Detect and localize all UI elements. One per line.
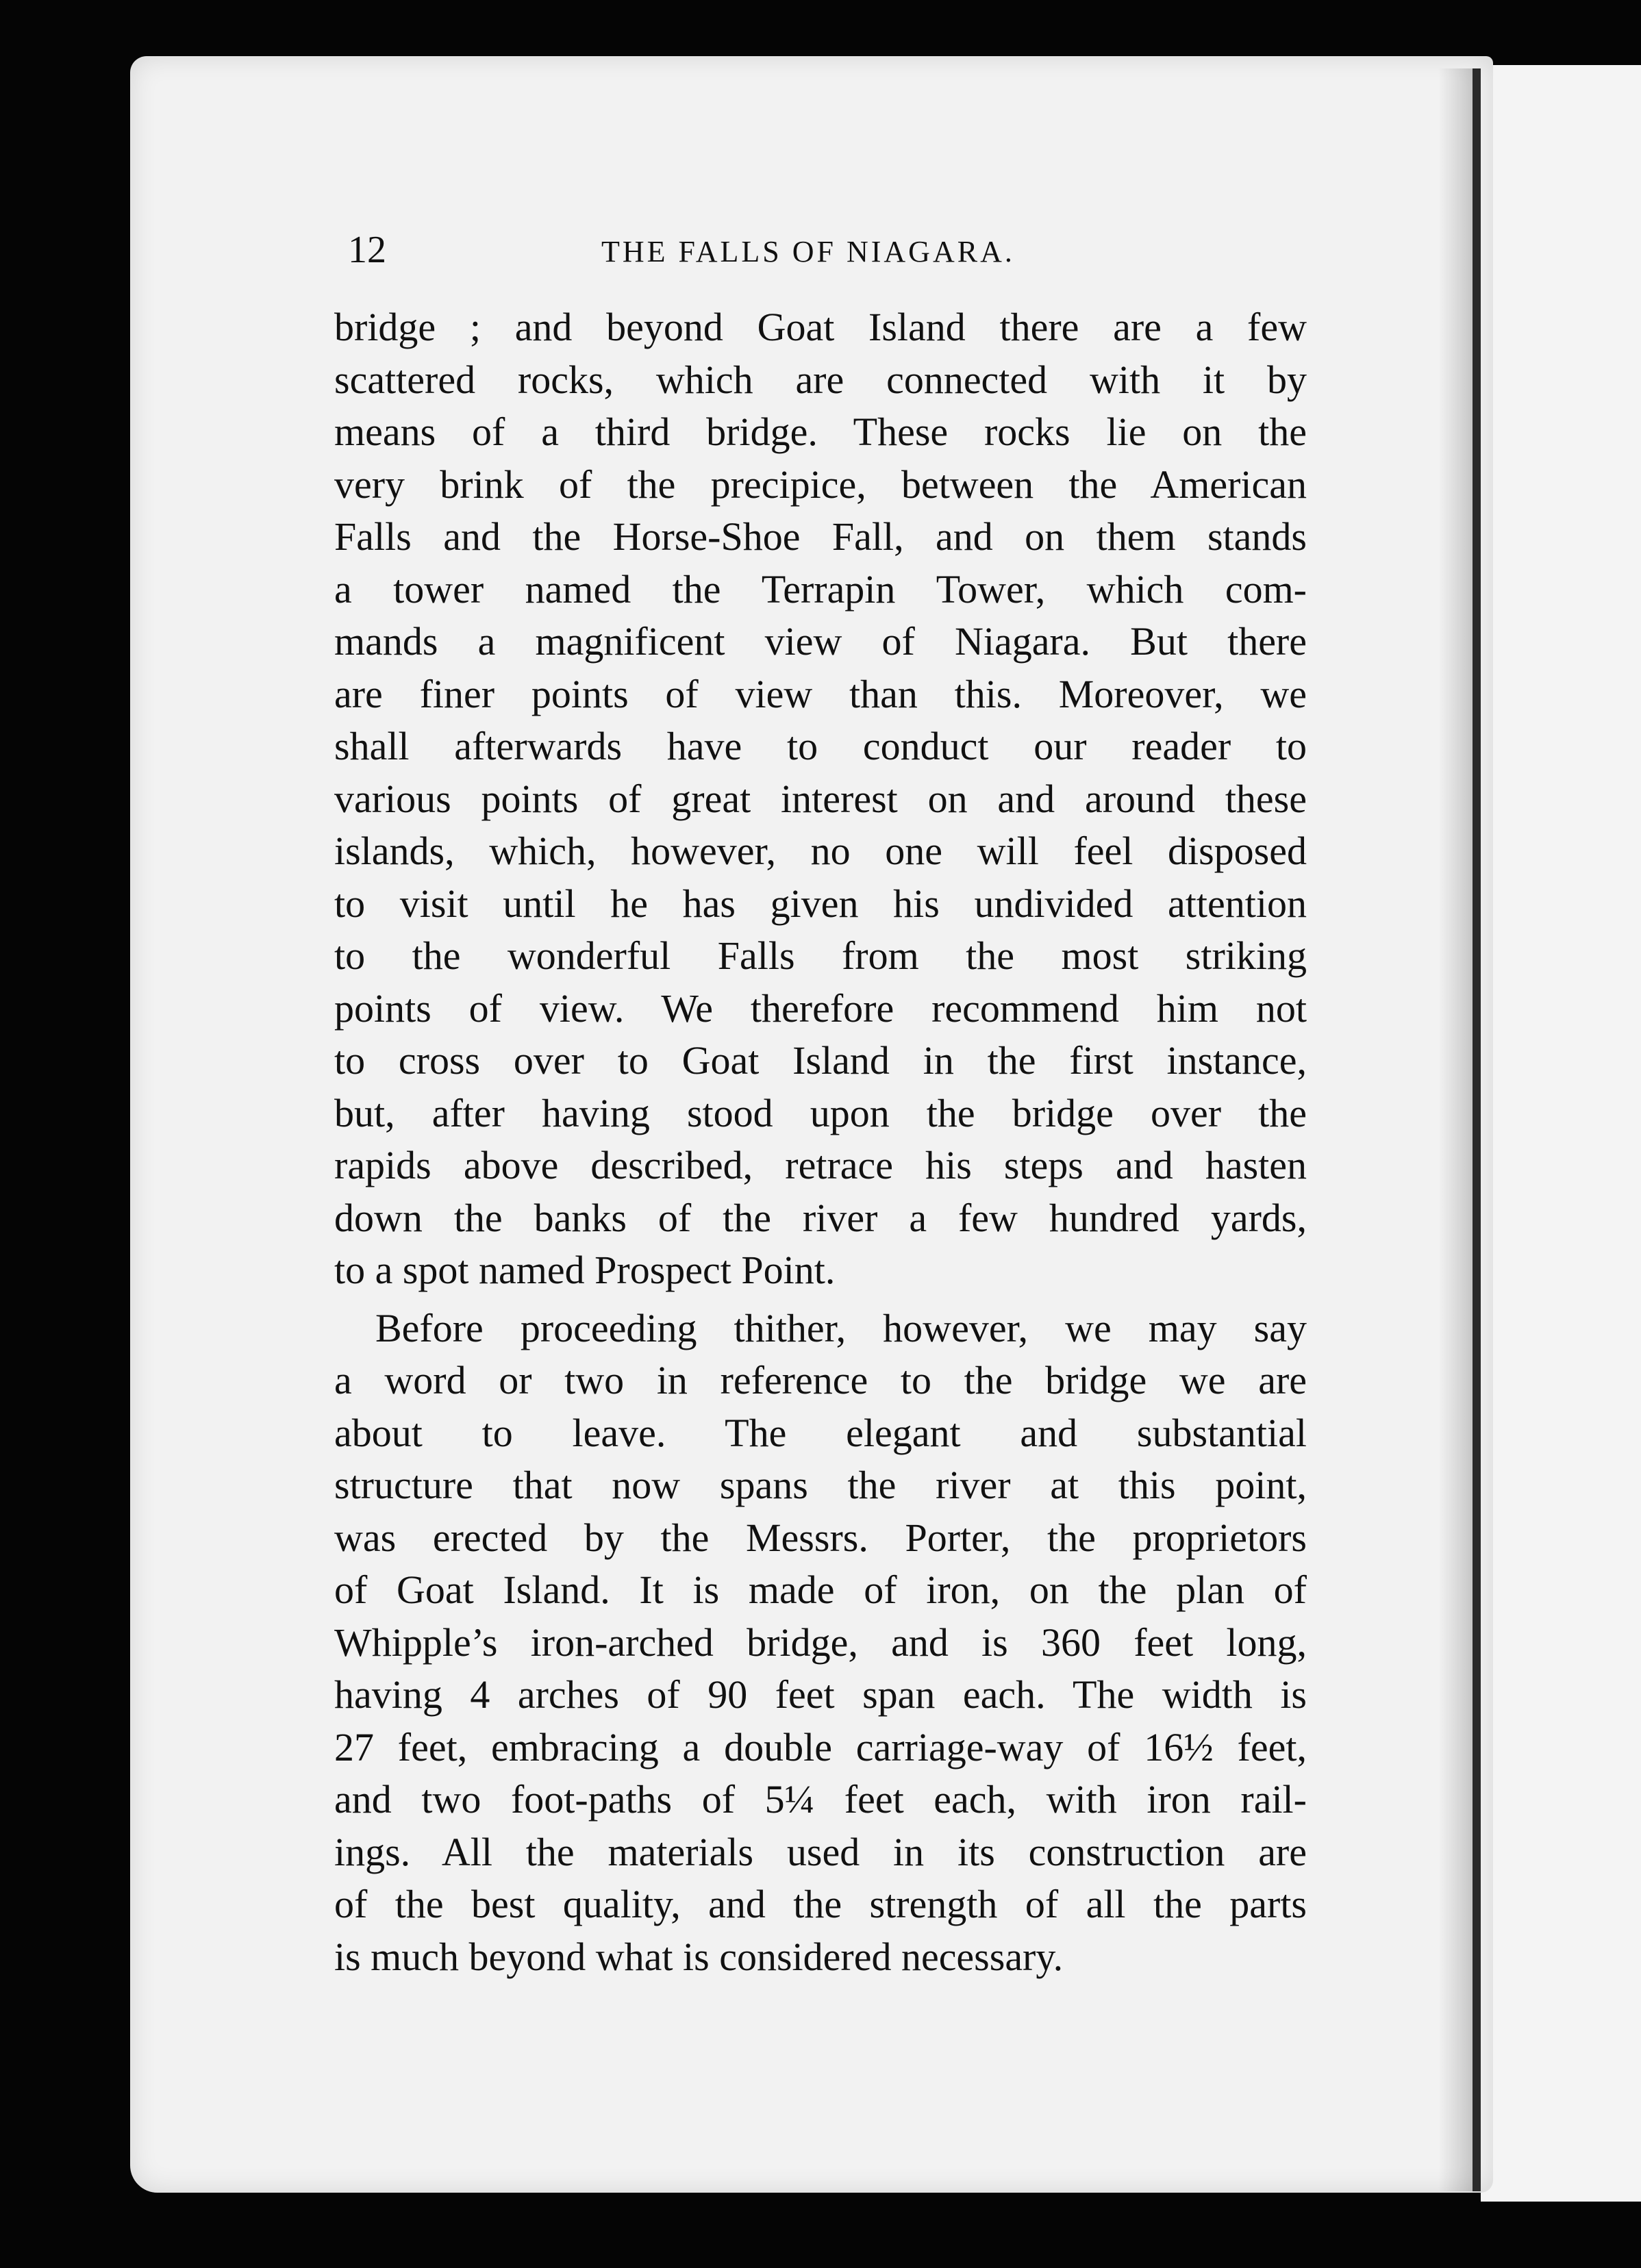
text-line: is much beyond what is considered necessary. <box>334 1934 1064 1979</box>
text-line: very brink of the precipice, between the American <box>334 462 1307 507</box>
text-line: to the wonderful Falls from the most striking <box>334 933 1307 978</box>
gutter-shadow <box>1438 68 1473 2191</box>
text-line: structure that now spans the river at this point, <box>334 1463 1307 1507</box>
page-number: 12 <box>348 229 386 271</box>
text-line: a word or two in reference to the bridge we are <box>334 1358 1307 1402</box>
text-line: Falls and the Horse-Shoe Fall, and on them stands <box>334 514 1307 559</box>
text-line: Whipple’s iron-arched bridge, and is 360 feet long, <box>334 1620 1307 1665</box>
text-line: points of view. We therefore recommend him not <box>334 985 1307 1031</box>
text-line: but, after having stood upon the bridge over the <box>334 1090 1307 1135</box>
text-line: to a spot named Prospect Point. <box>334 1248 836 1292</box>
text-line: shall afterwards have to conduct our reader to <box>334 724 1307 768</box>
paragraph <box>334 301 1307 1297</box>
text-line: ings. All the materials used in its construction are <box>334 1829 1307 1874</box>
text-line: 27 feet, embracing a double carriage-way of 16½ feet, <box>334 1724 1307 1769</box>
text-line: to cross over to Goat Island in the first instance, <box>334 1038 1307 1083</box>
text-line: scattered rocks, which are connected with it by <box>334 357 1307 402</box>
text-line: are finer points of view than this. Moreover, we <box>334 671 1307 716</box>
text-line: of the best quality, and the strength of all the parts <box>334 1882 1307 1926</box>
text-line: means of a third bridge. These rocks lie on the <box>334 410 1307 454</box>
text-line: bridge ; and beyond Goat Island there are a few <box>334 305 1307 349</box>
text-line: islands, which, however, no one will feel disposed <box>334 829 1307 873</box>
text-line: various points of great interest on and around these <box>334 776 1307 821</box>
facing-page-edge <box>1481 65 1641 2202</box>
running-title: THE FALLS OF NIAGARA. <box>601 235 1015 268</box>
text-line: down the banks of the river a few hundred yards, <box>334 1195 1307 1240</box>
text-line: about to leave. The elegant and substantial <box>334 1410 1307 1455</box>
binding-line <box>1473 68 1481 2191</box>
text-line: mands a magnificent view of Niagara. But there <box>334 619 1307 664</box>
page-header <box>348 226 1293 274</box>
paragraph <box>334 1302 1307 1984</box>
body-text <box>334 301 1307 1983</box>
text-line: rapids above described, retrace his steps and hasten <box>334 1143 1307 1187</box>
text-line: having 4 arches of 90 feet span each. The width is <box>334 1672 1307 1717</box>
text-line: to visit until he has given his undivided attention <box>334 881 1307 926</box>
text-line: a tower named the Terrapin Tower, which com- <box>334 566 1307 612</box>
paragraph-gap <box>334 1297 1307 1302</box>
text-line: was erected by the Messrs. Porter, the proprietors <box>334 1515 1307 1560</box>
text-line: and two foot-paths of 5¼ feet each, with iron rail- <box>334 1777 1307 1822</box>
text-line: Before proceeding thither, however, we may say <box>375 1305 1307 1350</box>
text-line: of Goat Island. It is made of iron, on the plan of <box>334 1567 1307 1612</box>
